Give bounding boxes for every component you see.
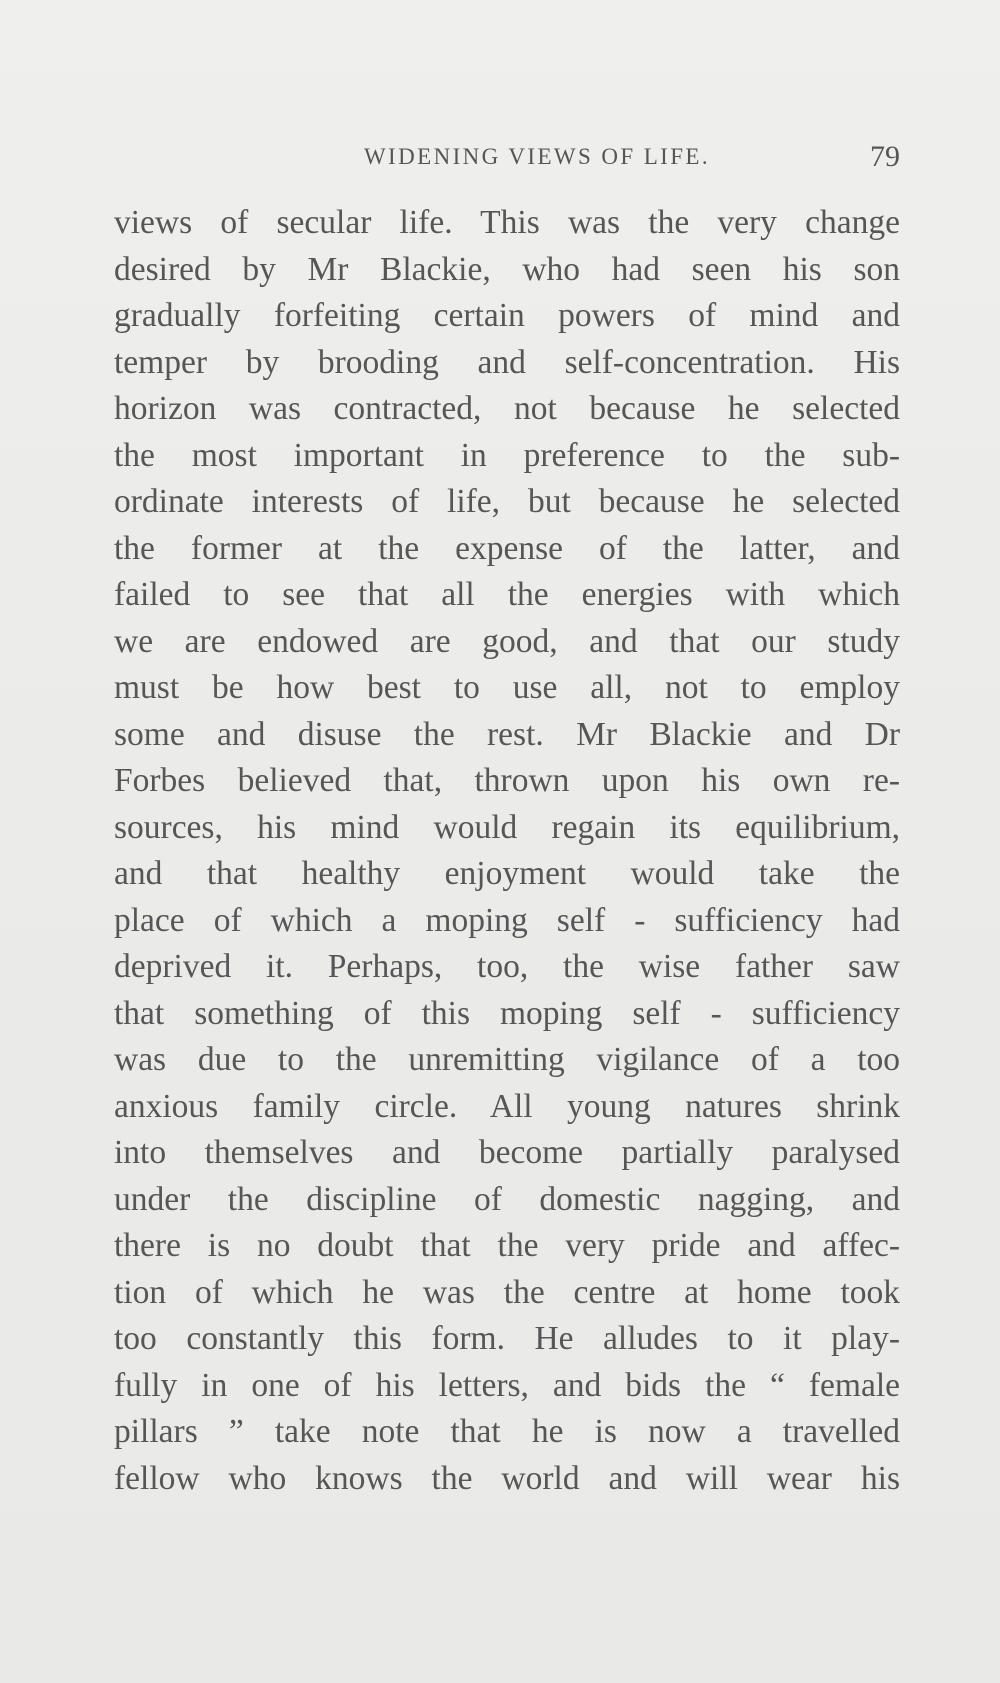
text-line: anxious family circle. All young natures shrink (114, 1087, 900, 1125)
text-line: there is no doubt that the very pride and affec- (114, 1227, 900, 1264)
text-line: views of secular life. This was the very change (114, 204, 900, 241)
body-text (114, 200, 900, 1502)
text-line: too constantly this form. He alludes to it play- (114, 1320, 900, 1357)
text-line: the former at the expense of the latter, and (114, 529, 900, 567)
text-line: was due to the unremitting vigilance of a too (114, 1041, 900, 1078)
text-line: must be how best to use all, not to employ (114, 669, 900, 706)
text-line: fellow who knows the world and will wear his (114, 1459, 900, 1497)
text-line: Forbes believed that, thrown upon his own re- (114, 762, 900, 799)
running-head (114, 140, 900, 180)
text-line: sources, his mind would regain its equilibrium, (114, 808, 900, 846)
text-line: failed to see that all the energies with which (114, 576, 900, 613)
text-line: that something of this moping self - sufficiency (114, 994, 900, 1032)
text-line: place of which a moping self - sufficiency had (114, 901, 900, 939)
text-line: pillars ” take note that he is now a travelled (114, 1413, 900, 1450)
running-title: WIDENING VIEWS OF LIFE. (363, 144, 711, 169)
text-line: under the discipline of domestic nagging, and (114, 1180, 900, 1218)
text-line: ordinate interests of life, but because he selected (114, 483, 900, 520)
text-line: the most important in preference to the sub- (114, 436, 900, 474)
page-number: 79 (870, 140, 900, 173)
text-line: into themselves and become partially paralysed (114, 1134, 900, 1171)
text-line: temper by brooding and self-concentration. His (114, 343, 900, 381)
text-line: tion of which he was the centre at home took (114, 1273, 900, 1311)
text-line: gradually forfeiting certain powers of mind and (114, 297, 900, 334)
text-line: we are endowed are good, and that our study (114, 622, 900, 660)
text-line: desired by Mr Blackie, who had seen his son (114, 250, 900, 288)
text-line: horizon was contracted, not because he selected (114, 390, 900, 427)
text-line: and that healthy enjoyment would take the (114, 855, 900, 892)
text-line: deprived it. Perhaps, too, the wise father saw (114, 948, 900, 985)
text-line: some and disuse the rest. Mr Blackie and Dr (114, 715, 900, 753)
text-line: fully in one of his letters, and bids the “ female (114, 1366, 900, 1404)
